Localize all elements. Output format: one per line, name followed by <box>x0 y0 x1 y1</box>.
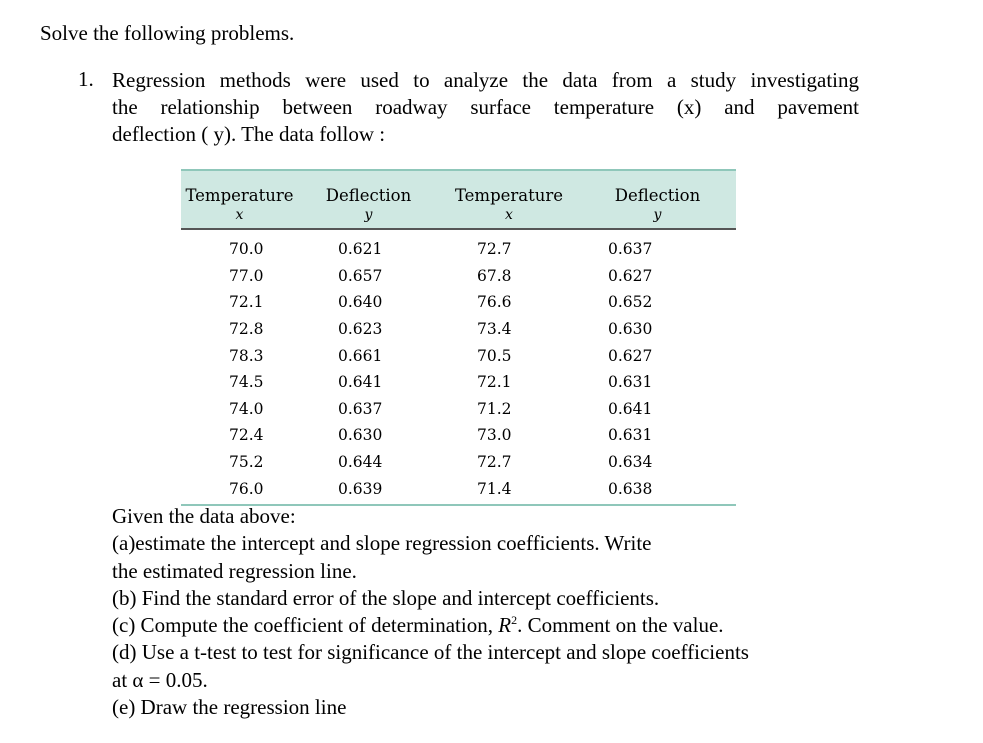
table-cell: 74.0 <box>229 399 264 418</box>
question-b: (b) Find the standard error of the slope and intercept coefficients. <box>112 585 660 610</box>
table-cell: 67.8 <box>477 266 512 285</box>
column-variable: y <box>298 207 439 229</box>
table-cell: 0.638 <box>579 475 736 505</box>
table-cell: 71.2 <box>477 399 512 418</box>
question-a: (a)estimate the intercept and slope regression coefficients. Write <box>112 531 652 556</box>
table-cell: 0.657 <box>338 266 383 285</box>
table-cell: 0.630 <box>608 320 653 339</box>
table-cell: 0.630 <box>338 426 383 445</box>
column-header: Temperature <box>181 170 298 207</box>
table-cell: 74.5 <box>229 373 264 392</box>
table-row <box>181 289 736 316</box>
table-cell: 72.7 <box>477 240 512 259</box>
table-cell: 78.3 <box>229 346 264 365</box>
table-cell: 0.637 <box>338 399 383 418</box>
table-cell: 72.1 <box>477 373 512 392</box>
column-header: Deflection <box>579 170 736 207</box>
table-cell: 72.8 <box>229 320 264 339</box>
table-row <box>181 396 736 423</box>
table-cell: 72.7 <box>477 453 512 472</box>
table-cell: 71.4 <box>439 475 579 505</box>
given-text: Given the data above: <box>112 504 296 528</box>
table-cell: 0.627 <box>608 266 653 285</box>
column-variable: x <box>439 207 579 229</box>
table-cell: 0.623 <box>338 320 383 339</box>
table-cell: 0.644 <box>338 453 383 472</box>
table-cell: 0.661 <box>338 346 383 365</box>
table-cell: 0.621 <box>338 240 383 259</box>
question-c-suffix: . Comment on the value. <box>517 613 724 638</box>
problem-number: 1. <box>78 67 94 91</box>
table-cell: 0.641 <box>338 373 383 392</box>
table-cell: 76.6 <box>477 293 512 312</box>
problem-intro <box>112 67 859 148</box>
table-cell: 0.627 <box>608 346 653 365</box>
question-c <box>112 612 749 639</box>
r-squared-exponent: 2 <box>511 613 518 628</box>
intro-line: deflection ( y). The data follow : <box>112 122 386 146</box>
table-cell: 0.641 <box>608 399 653 418</box>
table-row <box>181 449 736 476</box>
table-cell: 0.640 <box>338 293 383 312</box>
column-header: Temperature <box>439 170 579 207</box>
table-row <box>181 316 736 343</box>
table-subheader-row <box>181 207 736 229</box>
table-cell: 0.631 <box>608 426 653 445</box>
table-cell: 72.4 <box>229 426 264 445</box>
table-cell: 70.5 <box>477 346 512 365</box>
intro-line: the relationship between roadway surface temperature (x) and pavement <box>112 95 859 119</box>
table-cell: 0.637 <box>608 240 653 259</box>
table-cell: 76.0 <box>181 475 298 505</box>
column-variable: y <box>579 207 736 229</box>
table-cell: 73.4 <box>477 320 512 339</box>
question-d-continued: at α = 0.05. <box>112 667 208 692</box>
table-row <box>181 342 736 369</box>
table-row <box>181 475 736 505</box>
table-cell: 0.631 <box>608 373 653 392</box>
table-cell: 70.0 <box>229 240 264 259</box>
table-cell: 72.1 <box>229 293 264 312</box>
table-row <box>181 263 736 290</box>
table-body <box>181 229 736 505</box>
table-row <box>181 369 736 396</box>
table-cell: 73.0 <box>477 426 512 445</box>
table-cell: 0.634 <box>608 453 653 472</box>
question-d: (d) Use a t-test to test for significance of the intercept and slope coefficients <box>112 640 749 665</box>
page-heading: Solve the following problems. <box>40 21 295 45</box>
question-a-continued: the estimated regression line. <box>112 558 357 583</box>
question-c-prefix: (c) Compute the coefficient of determination, <box>112 613 499 638</box>
table-cell: 75.2 <box>229 453 264 472</box>
table-row <box>181 422 736 449</box>
table-header-row <box>181 170 736 207</box>
data-table <box>181 169 736 506</box>
r-squared-symbol: R <box>498 613 512 638</box>
table-cell: 0.652 <box>608 293 653 312</box>
table-cell: 0.639 <box>298 475 439 505</box>
table-cell: 77.0 <box>229 266 264 285</box>
intro-line: Regression methods were used to analyze the data from a study investigating <box>112 68 859 92</box>
column-header: Deflection <box>298 170 439 207</box>
table-row <box>181 229 736 263</box>
column-variable: x <box>181 207 298 229</box>
question-e: (e) Draw the regression line <box>112 695 347 720</box>
questions-block <box>112 503 749 721</box>
